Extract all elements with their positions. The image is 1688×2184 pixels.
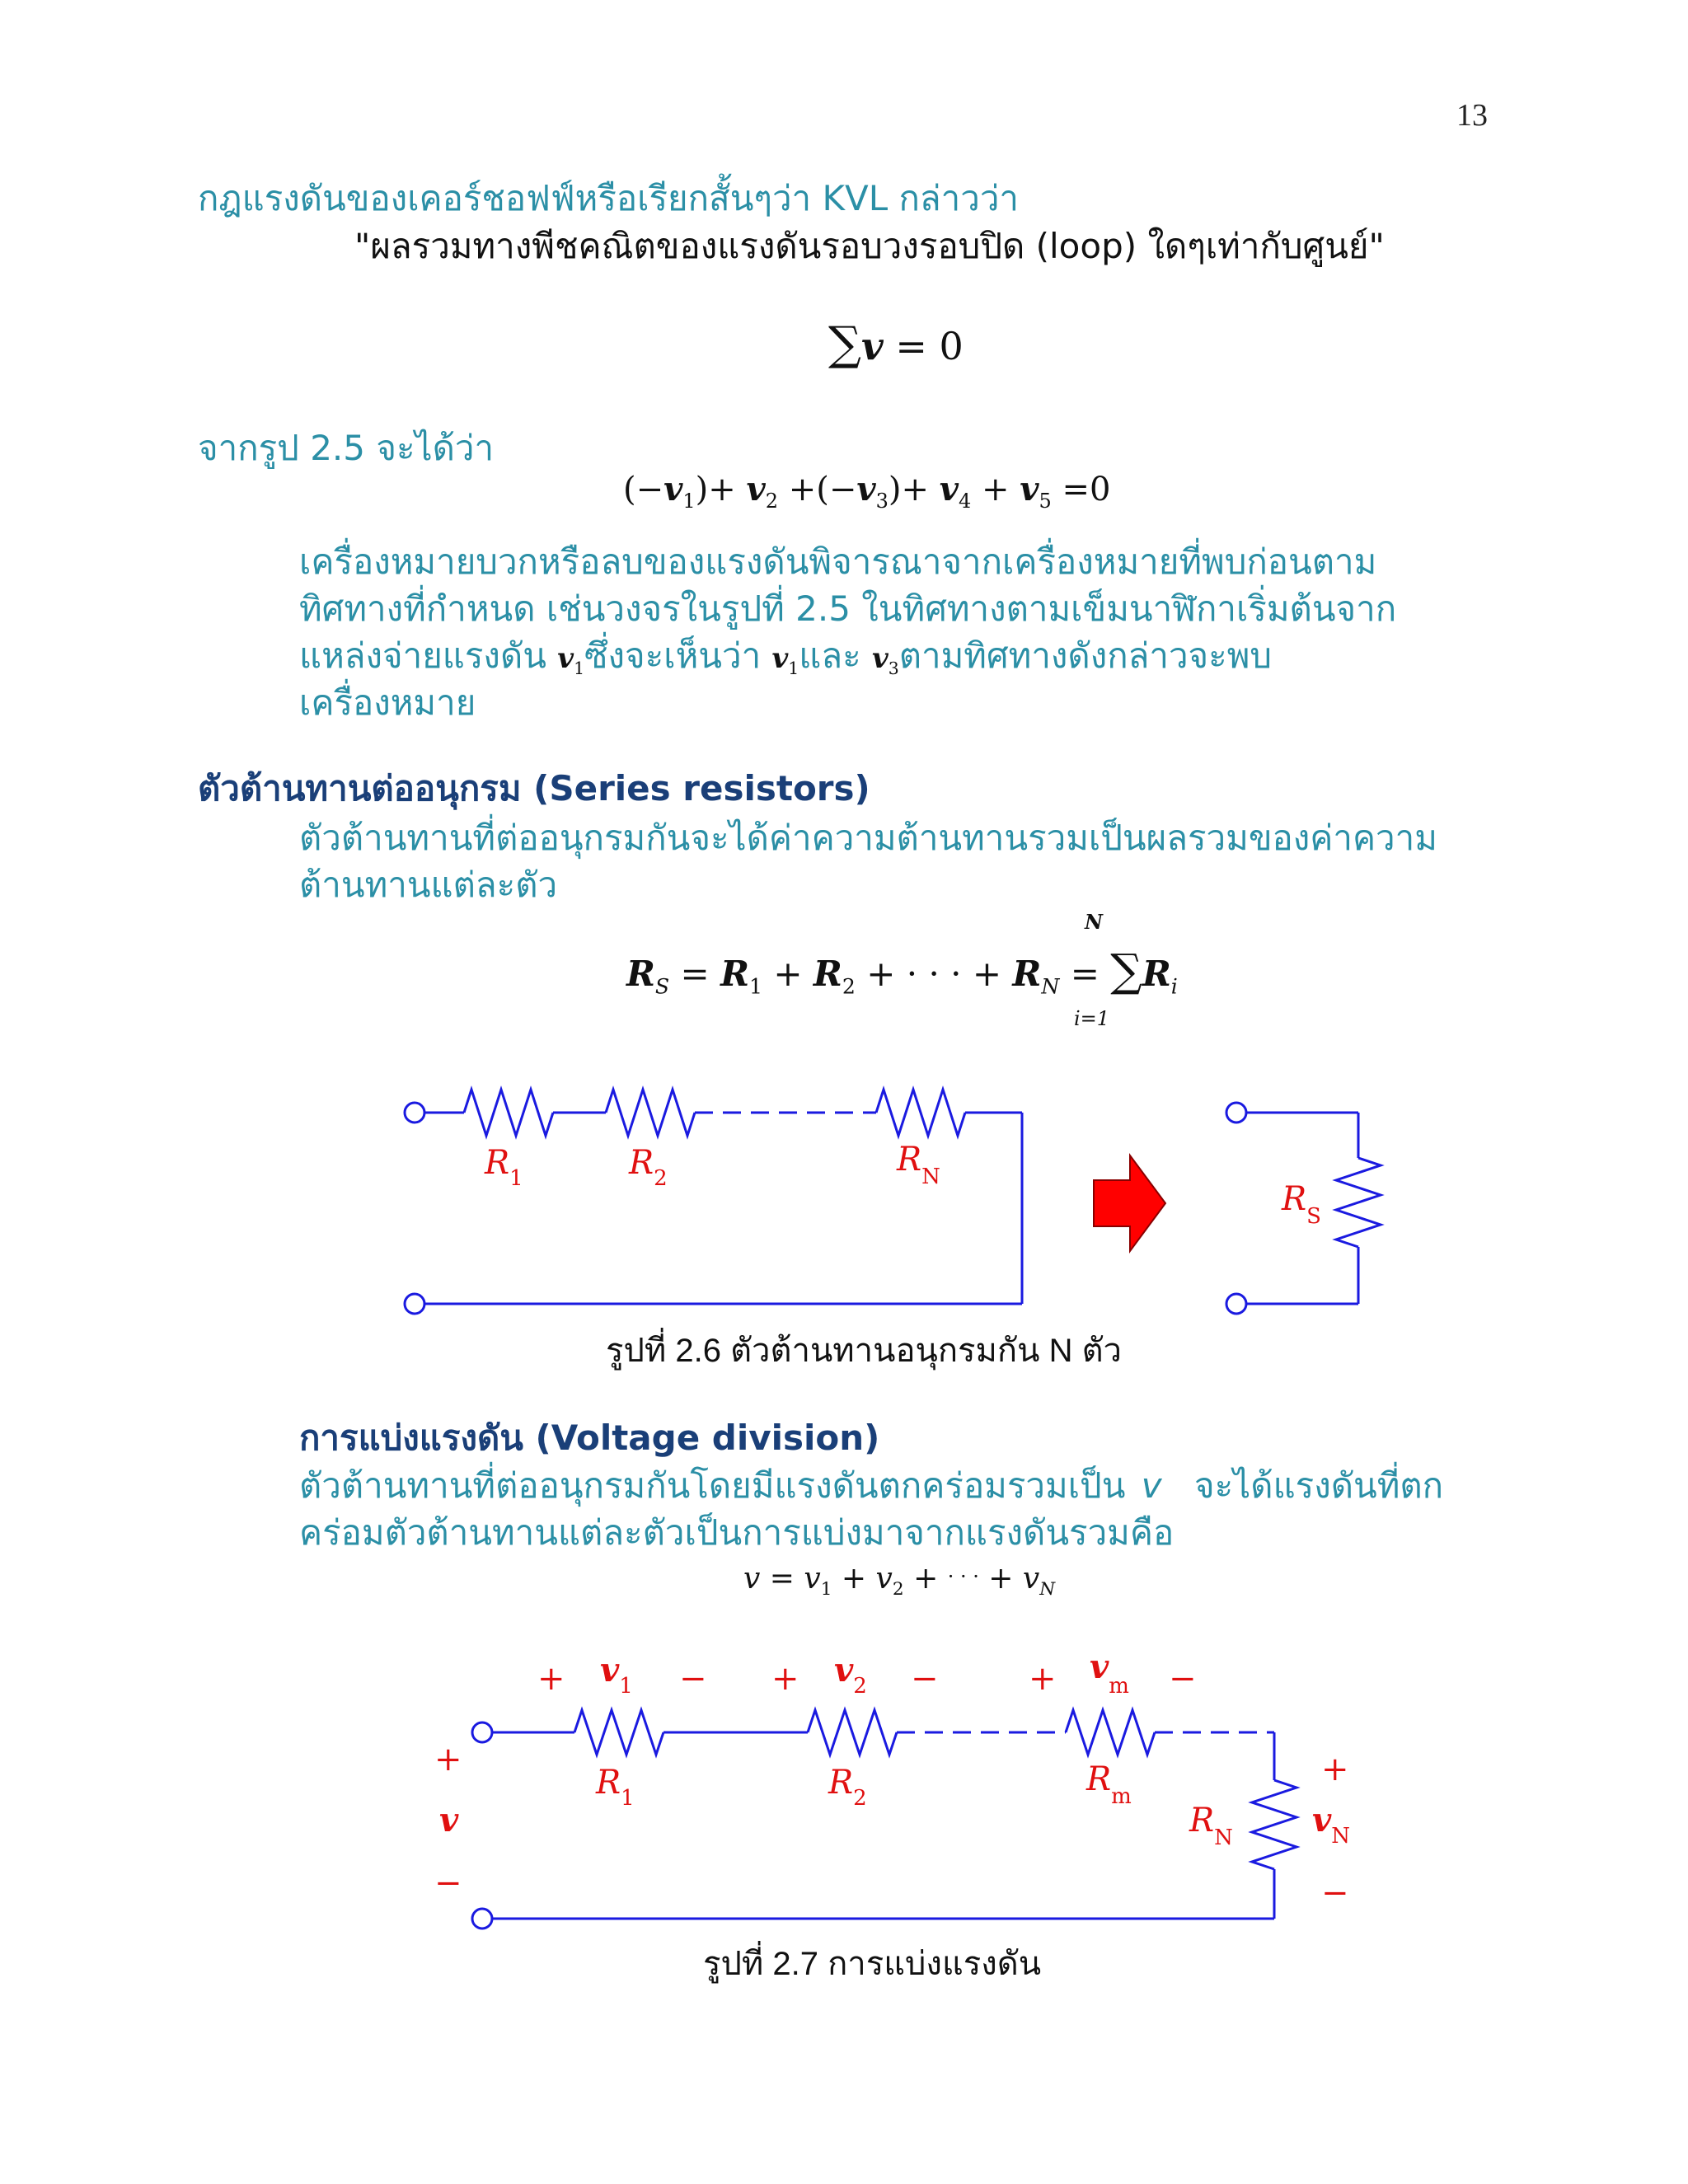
label-v1: $v_1$: [600, 1651, 633, 1699]
label-r2: $R_2$: [629, 1144, 668, 1191]
plus-v1: +: [537, 1660, 565, 1698]
minus-v2: −: [911, 1660, 939, 1698]
label-div-rn: $R_N$: [1189, 1802, 1233, 1850]
label-vm: $v_m$: [1090, 1647, 1129, 1699]
minus-vn: −: [1321, 1874, 1349, 1912]
minus-v-source: −: [434, 1864, 462, 1902]
series-heading: ตัวต้านทานต่ออนุกรม (Series resistors): [198, 768, 870, 808]
label-rn: $R_N$: [897, 1141, 940, 1189]
resistor-div-rm: [1066, 1710, 1155, 1755]
label-div-r2: $R_2$: [828, 1764, 867, 1811]
kvl-from-figure: จากรูป 2.5 จะได้ว่า: [198, 428, 495, 468]
kvl-heading: กฎแรงดันของเคอร์ชอฟฟ์หรือเรียกสั้นๆว่า KVL กล่าวว่า: [198, 178, 1020, 218]
label-div-rm: $R_m$: [1086, 1760, 1132, 1809]
minus-v1: −: [679, 1660, 707, 1698]
label-div-r1: $R_1$: [596, 1764, 635, 1811]
label-r1: $R_1$: [485, 1144, 523, 1191]
series-line1: ตัวต้านทานที่ต่ออนุกรมกันจะได้ค่าความต้านทานรวมเป็นผลรวมของค่าความ: [299, 818, 1437, 858]
label-rs: $R_S$: [1282, 1180, 1321, 1229]
inline-v1-b: $v_1$: [771, 642, 799, 678]
figure-2-7-caption: รูปที่ 2.7 การแบ่งแรงดัน: [703, 1946, 1042, 1982]
kvl-loop-equation: $(-v_1)+ v_2 +(-v_3)+ v_4 + v_5 =0$: [623, 470, 1111, 513]
inline-v1-a: $v_1$: [557, 642, 585, 678]
plus-v2: +: [771, 1660, 799, 1698]
para3-c: และ: [799, 635, 861, 676]
division-heading: การแบ่งแรงดัน (Voltage division): [299, 1418, 880, 1458]
label-vn: $v_N$: [1312, 1801, 1350, 1849]
plus-vn: +: [1321, 1750, 1349, 1788]
minus-vm: −: [1169, 1660, 1197, 1698]
kvl-sum-equation: ∑v = 0: [828, 317, 964, 371]
kvl-para-line2: ทิศทางที่กำหนด เช่นวงจรในรูปที่ 2.5 ในทิศทางตามเข็มนาฬิกาเริ่มต้นจาก: [299, 588, 1397, 629]
division-line1: ตัวต้านทานที่ต่ออนุกรมกันโดยมีแรงดันตกคร่อมรวมเป็น v จะได้แรงดันที่ตก: [299, 1465, 1444, 1506]
label-v2: $v_2$: [834, 1651, 867, 1699]
inline-v3: $v_3$: [872, 642, 899, 678]
terminal-div-top: [472, 1722, 492, 1742]
series-line2: ต้านทานแต่ละตัว: [299, 865, 558, 905]
label-v-source: v: [439, 1801, 459, 1840]
kvl-quote: "ผลรวมทางพีชคณิตของแรงดันรอบวงรอบปิด (loop) ใดๆเท่ากับศูนย์": [354, 226, 1385, 266]
terminal-div-bottom: [472, 1909, 492, 1929]
division-equation: $v = v_1 + v_2$ + · · · + $v_N$: [743, 1562, 1056, 1601]
division-line2: คร่อมตัวต้านทานแต่ละตัวเป็นการแบ่งมาจากแรงดันรวมคือ: [299, 1512, 1175, 1553]
kvl-para-line1: เครื่องหมายบวกหรือลบของแรงดันพิจารณาจากเครื่องหมายที่พบก่อนตาม: [299, 541, 1377, 582]
plus-v-source: +: [434, 1741, 462, 1779]
series-eq-lower-limit: i=1: [1074, 1007, 1110, 1030]
resistor-div-r1: [574, 1710, 663, 1755]
para3-a: แหล่งจ่ายแรงดัน: [299, 635, 546, 676]
para3-d: ตามทิศทางดังกล่าวจะพบ: [898, 635, 1273, 676]
plus-vm: +: [1029, 1660, 1057, 1698]
resistor-div-r2: [808, 1710, 897, 1755]
series-equation: $R_S = R_1 + R_2$ + · · · + $R_N = \sum R_i$: [626, 944, 1178, 999]
resistor-div-rn: [1252, 1780, 1296, 1869]
page-number: 13: [1456, 98, 1488, 133]
series-eq-upper-limit: N: [1085, 910, 1103, 934]
para3-b: ซึ่งจะเห็นว่า: [584, 635, 762, 676]
kvl-para-line4: เครื่องหมาย: [299, 682, 476, 723]
figure-2-6-caption: รูปที่ 2.6 ตัวต้านทานอนุกรมกัน N ตัว: [606, 1333, 1123, 1369]
